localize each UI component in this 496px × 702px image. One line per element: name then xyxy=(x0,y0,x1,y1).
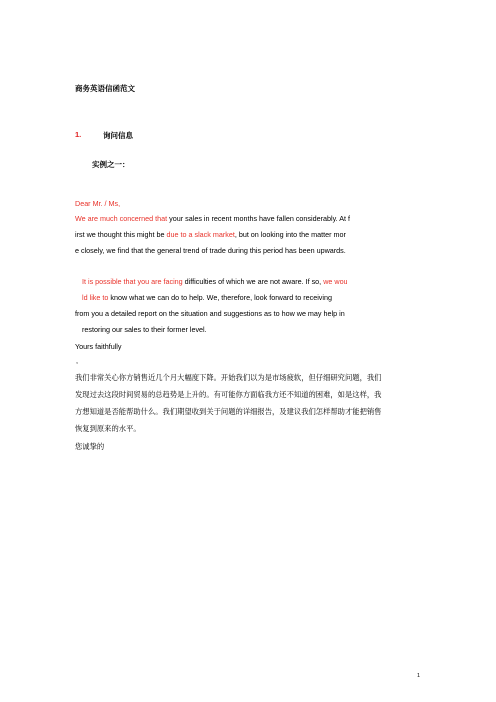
letter-paragraph-2-line-3: from you a detailed report on the situation and suggestions as to how we may help in xyxy=(75,309,345,318)
letter-paragraph-2-line-4: restoring our sales to their former level. xyxy=(82,325,207,334)
text-run: your sales in recent months have fallen considerably. At f xyxy=(167,214,351,223)
highlight-phrase: It is possible that you are facing xyxy=(82,277,183,286)
text-run: irst we thought this might be xyxy=(75,230,167,239)
highlight-phrase: We are much concerned that xyxy=(75,214,168,223)
letter-paragraph-1-line-3: e closely, we find that the general trend of trade during this period has been upwards. xyxy=(75,246,346,255)
translation-closing: 您诚挚的 xyxy=(75,442,105,451)
text-run: know what we can do to help. We, therefore, look forward to receiving xyxy=(108,293,332,302)
highlight-phrase: due to a slack market xyxy=(166,230,235,239)
letter-salutation: Dear Mr. / Ms, xyxy=(75,199,121,208)
letter-paragraph-2-line-2 xyxy=(82,292,332,303)
translation-line-1: 我们非常关心你方销售近几个月大幅度下降。开始我们以为是市场疲软，但仔细研究问题，我们 xyxy=(75,373,382,382)
letter-paragraph-1-line-2 xyxy=(75,229,346,240)
document-title: 商务英语信函范文 xyxy=(75,84,135,93)
highlight-phrase: ld like to xyxy=(82,293,109,302)
letter-closing: Yours faithfully xyxy=(75,342,122,351)
section-number: 1. xyxy=(75,130,82,139)
highlight-phrase: we wou xyxy=(323,277,348,286)
example-label: 实例之一： xyxy=(92,160,130,169)
section-title: 询问信息 xyxy=(103,131,133,140)
letter-closing-comma: , xyxy=(76,356,78,365)
page-number: 1 xyxy=(417,673,421,679)
text-run: , but on looking into the matter mor xyxy=(234,230,346,239)
translation-line-2: 发现过去这段时间贸易的总趋势是上升的。有可能你方面临我方还不知道的困难，如是这样，我 xyxy=(75,390,382,399)
letter-paragraph-2-line-1 xyxy=(82,276,348,287)
translation-line-3: 方想知道是否能帮助什么。我们期望收到关于问题的详细报告，及建议我们怎样帮助才能把销售 xyxy=(75,407,382,416)
text-run: difficulties of which we are not aware. If so, xyxy=(182,277,324,286)
letter-paragraph-1-line-1 xyxy=(75,213,350,224)
translation-line-4: 恢复到原来的水平。 xyxy=(75,424,141,433)
